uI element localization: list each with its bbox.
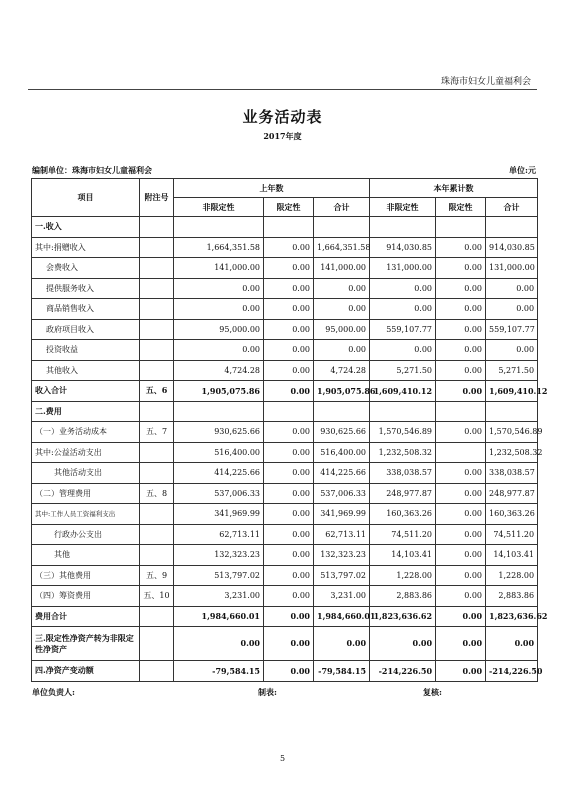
signature-prepared: 制表:: [258, 687, 277, 697]
cell-last-unrestricted: 3,231.00: [174, 586, 264, 607]
cell-current-unrestricted: 338,038.57: [370, 463, 436, 484]
header-unrestricted: 非限定性: [174, 198, 264, 217]
page-number: 5: [279, 754, 286, 763]
row-note: [140, 319, 174, 340]
header-item: 项目: [32, 179, 140, 217]
cell-current-unrestricted: 914,030.85: [370, 237, 436, 258]
row-note: 五、10: [140, 586, 174, 607]
header-total: 合计: [314, 198, 370, 217]
cell-last-unrestricted: 516,400.00: [174, 442, 264, 463]
cell-last-unrestricted: [174, 217, 264, 238]
table-row: [32, 483, 538, 504]
cell-current-unrestricted: 1,570,546.89: [370, 422, 436, 443]
cell-last-unrestricted: 0.00: [174, 278, 264, 299]
header-total: 合计: [486, 198, 538, 217]
table-row: [32, 422, 538, 443]
cell-last-restricted: 0.00: [264, 422, 314, 443]
cell-current-unrestricted: 1,609,410.12: [370, 381, 436, 402]
cell-last-total: 95,000.00: [314, 319, 370, 340]
cell-current-restricted: [436, 217, 486, 238]
row-label: 其他收入: [32, 360, 140, 381]
activity-statement-table: [31, 178, 548, 682]
table-row: [32, 299, 538, 320]
cell-current-total: 1,232,508.32: [486, 442, 538, 463]
signature-head: 单位负责人:: [32, 687, 75, 697]
cell-current-restricted: 0.00: [436, 422, 486, 443]
cell-last-total: 516,400.00: [314, 442, 370, 463]
cell-last-total: 1,664,351.58: [314, 237, 370, 258]
row-note: [140, 401, 174, 422]
table-row: [32, 278, 538, 299]
currency-unit: 单位:元: [509, 165, 536, 175]
cell-last-unrestricted: 513,797.02: [174, 565, 264, 586]
table-row: [32, 340, 538, 361]
row-note: [140, 360, 174, 381]
row-note: [140, 463, 174, 484]
cell-current-total: 0.00: [486, 340, 538, 361]
cell-last-total: 930,625.66: [314, 422, 370, 443]
table-row: [32, 661, 538, 682]
cell-last-restricted: 0.00: [264, 586, 314, 607]
row-label: 其中:工作人员工资福利支出: [32, 504, 140, 525]
cell-last-restricted: 0.00: [264, 299, 314, 320]
cell-current-unrestricted: 0.00: [370, 340, 436, 361]
cell-last-total: 0.00: [314, 278, 370, 299]
cell-current-total: 0.00: [486, 627, 538, 661]
row-note: [140, 524, 174, 545]
cell-last-restricted: 0.00: [264, 442, 314, 463]
cell-current-total: 1,570,546.89: [486, 422, 538, 443]
cell-last-restricted: 0.00: [264, 524, 314, 545]
cell-current-unrestricted: 0.00: [370, 299, 436, 320]
cell-last-restricted: 0.00: [264, 606, 314, 627]
cell-last-total: 0.00: [314, 340, 370, 361]
cell-current-restricted: 0.00: [436, 299, 486, 320]
cell-last-restricted: 0.00: [264, 504, 314, 525]
table-row: [32, 442, 538, 463]
cell-current-unrestricted: 0.00: [370, 627, 436, 661]
cell-last-unrestricted: 1,664,351.58: [174, 237, 264, 258]
cell-current-total: [486, 217, 538, 238]
cell-last-restricted: 0.00: [264, 463, 314, 484]
cell-current-unrestricted: 5,271.50: [370, 360, 436, 381]
row-label: 行政办公支出: [32, 524, 140, 545]
cell-last-unrestricted: 1,984,660.01: [174, 606, 264, 627]
cell-last-total: 0.00: [314, 299, 370, 320]
cell-last-unrestricted: 0.00: [174, 299, 264, 320]
cell-last-unrestricted: 132,323.23: [174, 545, 264, 566]
row-note: [140, 217, 174, 238]
row-note: [140, 504, 174, 525]
table-row: [32, 627, 538, 661]
table-row: [32, 565, 538, 586]
cell-last-restricted: 0.00: [264, 340, 314, 361]
row-label: 其他活动支出: [32, 463, 140, 484]
cell-last-total: 341,969.99: [314, 504, 370, 525]
row-label: 商品销售收入: [32, 299, 140, 320]
cell-last-unrestricted: -79,584.15: [174, 661, 264, 682]
row-label: （二）管理费用: [32, 483, 140, 504]
header-unrestricted: 非限定性: [370, 198, 436, 217]
row-note: [140, 545, 174, 566]
header-restricted: 限定性: [436, 198, 486, 217]
cell-last-unrestricted: 0.00: [174, 627, 264, 661]
cell-last-unrestricted: 4,724.28: [174, 360, 264, 381]
header-note: 附注号: [140, 179, 174, 217]
row-label: 会费收入: [32, 258, 140, 279]
cell-current-total: 1,228.00: [486, 565, 538, 586]
row-label: 其他: [32, 545, 140, 566]
cell-current-unrestricted: [370, 217, 436, 238]
table-row: [32, 237, 538, 258]
cell-last-restricted: 0.00: [264, 319, 314, 340]
cell-last-unrestricted: 0.00: [174, 340, 264, 361]
row-label: 三.限定性净资产转为非限定性净资产: [32, 627, 140, 661]
row-label: 一.收入: [32, 217, 140, 238]
cell-current-total: 160,363.26: [486, 504, 538, 525]
row-label: 政府项目收入: [32, 319, 140, 340]
cell-current-total: 1,609,410.12: [486, 381, 538, 402]
cell-current-restricted: 0.00: [436, 524, 486, 545]
cell-last-restricted: [264, 217, 314, 238]
header-rule: [28, 89, 537, 90]
cell-current-restricted: 0.00: [436, 504, 486, 525]
cell-current-unrestricted: 0.00: [370, 278, 436, 299]
cell-last-restricted: 0.00: [264, 237, 314, 258]
row-note: [140, 442, 174, 463]
cell-current-unrestricted: 248,977.87: [370, 483, 436, 504]
cell-last-total: 0.00: [314, 627, 370, 661]
cell-last-total: 3,231.00: [314, 586, 370, 607]
cell-current-restricted: 0.00: [436, 463, 486, 484]
table-row: [32, 319, 538, 340]
cell-last-total: 1,905,075.86: [314, 381, 370, 402]
row-label: 收入合计: [32, 381, 140, 402]
cell-last-restricted: 0.00: [264, 627, 314, 661]
row-label: （一）业务活动成本: [32, 422, 140, 443]
cell-current-restricted: 0.00: [436, 586, 486, 607]
row-note: [140, 606, 174, 627]
cell-current-restricted: 0.00: [436, 278, 486, 299]
row-label: 二.费用: [32, 401, 140, 422]
header-org-name: 珠海市妇女儿童福利会: [440, 77, 531, 87]
report-title: 业务活动表: [242, 108, 323, 126]
table-row: [32, 401, 538, 422]
cell-current-total: 2,883.86: [486, 586, 538, 607]
cell-current-total: 0.00: [486, 278, 538, 299]
cell-current-total: 0.00: [486, 299, 538, 320]
cell-current-total: 338,038.57: [486, 463, 538, 484]
row-note: [140, 258, 174, 279]
table-row: [32, 504, 538, 525]
cell-last-restricted: 0.00: [264, 661, 314, 682]
cell-last-total: 414,225.66: [314, 463, 370, 484]
row-note: [140, 627, 174, 661]
table-row: [32, 545, 538, 566]
report-year: 2017年度: [263, 131, 302, 141]
cell-last-total: [314, 217, 370, 238]
table-row: [32, 606, 538, 627]
cell-last-total: 62,713.11: [314, 524, 370, 545]
signature-review: 复核:: [423, 687, 442, 697]
row-label: （三）其他费用: [32, 565, 140, 586]
row-label: 提供服务收入: [32, 278, 140, 299]
row-note: [140, 340, 174, 361]
row-note: [140, 278, 174, 299]
header-current-year: 本年累计数: [370, 179, 538, 198]
cell-current-unrestricted: 559,107.77: [370, 319, 436, 340]
cell-current-unrestricted: 1,232,508.32: [370, 442, 436, 463]
cell-last-total: [314, 401, 370, 422]
row-label: 投资收益: [32, 340, 140, 361]
cell-current-total: 74,511.20: [486, 524, 538, 545]
cell-last-total: 141,000.00: [314, 258, 370, 279]
cell-last-total: 1,984,660.01: [314, 606, 370, 627]
cell-current-restricted: 0.00: [436, 237, 486, 258]
cell-last-restricted: 0.00: [264, 483, 314, 504]
cell-last-unrestricted: 341,969.99: [174, 504, 264, 525]
cell-current-unrestricted: 2,883.86: [370, 586, 436, 607]
row-note: 五、7: [140, 422, 174, 443]
cell-current-unrestricted: 14,103.41: [370, 545, 436, 566]
cell-last-restricted: 0.00: [264, 278, 314, 299]
cell-last-total: 537,006.33: [314, 483, 370, 504]
cell-current-restricted: 0.00: [436, 360, 486, 381]
cell-last-unrestricted: 141,000.00: [174, 258, 264, 279]
header-last-year: 上年数: [174, 179, 370, 198]
cell-current-restricted: 0.00: [436, 340, 486, 361]
row-label: （四）筹资费用: [32, 586, 140, 607]
cell-current-restricted: 0.00: [436, 258, 486, 279]
cell-last-restricted: 0.00: [264, 360, 314, 381]
cell-current-unrestricted: 131,000.00: [370, 258, 436, 279]
row-note: 五、6: [140, 381, 174, 402]
cell-last-restricted: [264, 401, 314, 422]
compiler-unit: 编制单位：珠海市妇女儿童福利会: [32, 165, 152, 175]
cell-current-unrestricted: [370, 401, 436, 422]
cell-current-restricted: 0.00: [436, 606, 486, 627]
cell-last-total: 4,724.28: [314, 360, 370, 381]
cell-last-restricted: 0.00: [264, 381, 314, 402]
cell-last-unrestricted: [174, 401, 264, 422]
cell-current-restricted: [436, 442, 486, 463]
table-row: [32, 586, 538, 607]
row-note: [140, 237, 174, 258]
cell-current-total: 1,823,636.62: [486, 606, 538, 627]
cell-last-unrestricted: 62,713.11: [174, 524, 264, 545]
row-note: 五、9: [140, 565, 174, 586]
cell-current-restricted: [436, 401, 486, 422]
header-restricted: 限定性: [264, 198, 314, 217]
cell-current-restricted: 0.00: [436, 483, 486, 504]
cell-last-unrestricted: 537,006.33: [174, 483, 264, 504]
cell-current-total: 131,000.00: [486, 258, 538, 279]
cell-last-restricted: 0.00: [264, 545, 314, 566]
row-label: 其中:公益活动支出: [32, 442, 140, 463]
cell-current-restricted: 0.00: [436, 661, 486, 682]
cell-current-total: 559,107.77: [486, 319, 538, 340]
cell-last-unrestricted: 95,000.00: [174, 319, 264, 340]
cell-current-unrestricted: 1,823,636.62: [370, 606, 436, 627]
row-label: 其中:捐赠收入: [32, 237, 140, 258]
row-note: 五、8: [140, 483, 174, 504]
row-label: 费用合计: [32, 606, 140, 627]
cell-current-restricted: 0.00: [436, 565, 486, 586]
table-row: [32, 258, 538, 279]
row-note: [140, 661, 174, 682]
table-row: [32, 217, 538, 238]
cell-current-total: 248,977.87: [486, 483, 538, 504]
row-label: 四.净资产变动额: [32, 661, 140, 682]
cell-current-unrestricted: 160,363.26: [370, 504, 436, 525]
cell-last-total: 132,323.23: [314, 545, 370, 566]
cell-current-restricted: 0.00: [436, 319, 486, 340]
cell-current-total: 914,030.85: [486, 237, 538, 258]
cell-current-unrestricted: 74,511.20: [370, 524, 436, 545]
cell-current-restricted: 0.00: [436, 545, 486, 566]
cell-last-unrestricted: 930,625.66: [174, 422, 264, 443]
table-row: [32, 524, 538, 545]
cell-last-restricted: 0.00: [264, 258, 314, 279]
row-note: [140, 299, 174, 320]
cell-current-total: 14,103.41: [486, 545, 538, 566]
cell-current-unrestricted: 1,228.00: [370, 565, 436, 586]
cell-current-total: -214,226.50: [486, 661, 538, 682]
cell-current-restricted: 0.00: [436, 381, 486, 402]
table-row: [32, 360, 538, 381]
table-row: [32, 381, 538, 402]
cell-current-unrestricted: -214,226.50: [370, 661, 436, 682]
cell-current-total: 5,271.50: [486, 360, 538, 381]
cell-last-unrestricted: 414,225.66: [174, 463, 264, 484]
cell-current-total: [486, 401, 538, 422]
cell-current-restricted: 0.00: [436, 627, 486, 661]
cell-last-total: 513,797.02: [314, 565, 370, 586]
cell-last-restricted: 0.00: [264, 565, 314, 586]
cell-last-total: -79,584.15: [314, 661, 370, 682]
table-row: [32, 463, 538, 484]
cell-last-unrestricted: 1,905,075.86: [174, 381, 264, 402]
